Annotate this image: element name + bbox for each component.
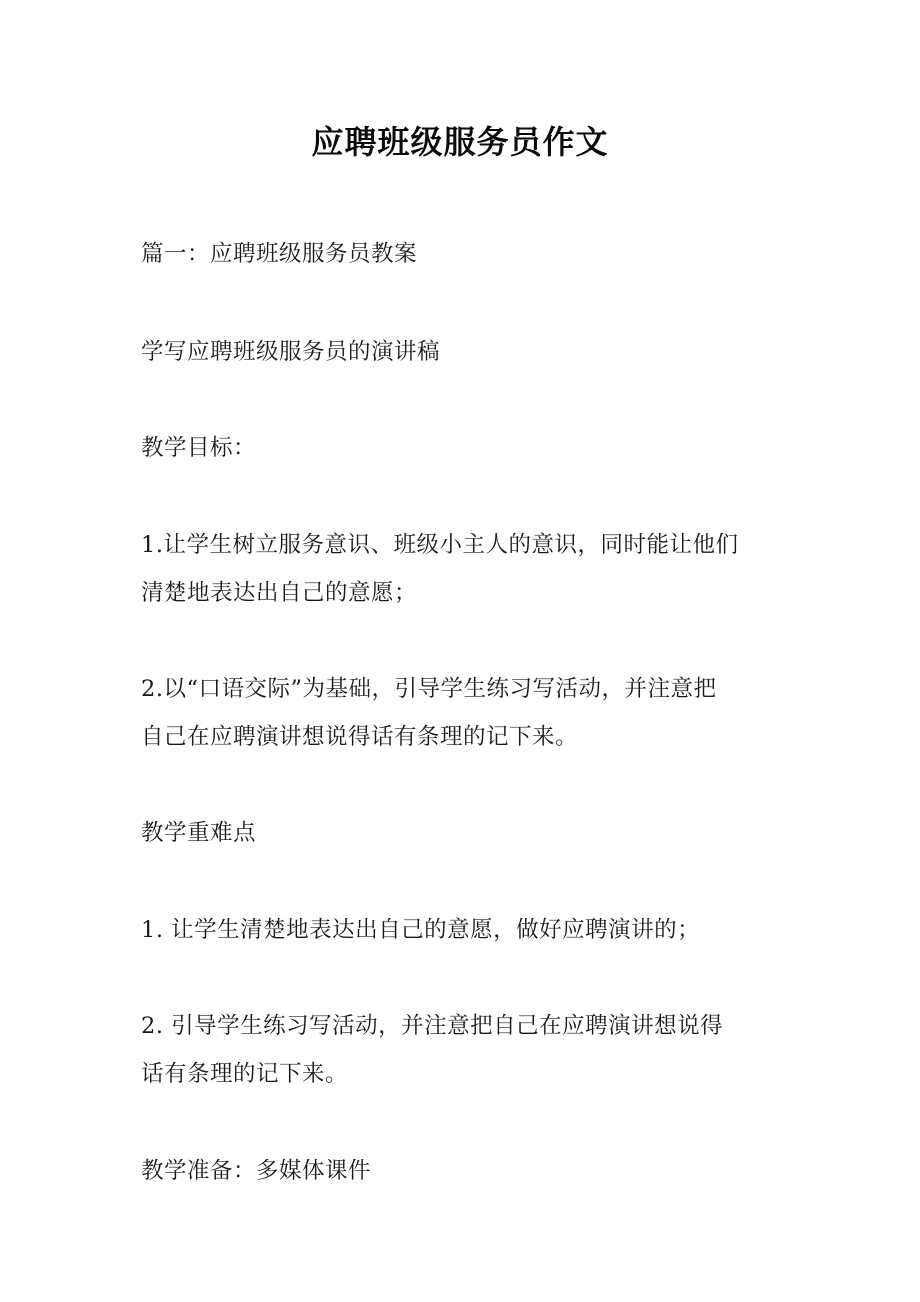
difficulty-2-paragraph <box>141 1002 791 1098</box>
goal-2-line-2: 自己在应聘演讲想说得话有条理的记下来。 <box>141 724 579 750</box>
preparation-paragraph: 教学准备：多媒体课件 <box>141 1158 372 1184</box>
goals-heading: 教学目标： <box>141 435 257 461</box>
goal-2-paragraph <box>141 665 791 761</box>
difficulty-2-line-1: 2. 引导学生练习写活动，并注意把自己在应聘演讲想说得 <box>141 1013 724 1039</box>
difficulty-heading: 教学重难点 <box>141 820 257 846</box>
goal-2-line-1: 2.以“口语交际”为基础，引导学生练习写活动，并注意把 <box>141 676 717 702</box>
goal-1-paragraph <box>141 521 791 617</box>
section-heading: 篇一：应聘班级服务员教案 <box>141 241 418 267</box>
document-title: 应聘班级服务员作文 <box>311 123 609 161</box>
goal-1-line-1: 1.让学生树立服务意识、班级小主人的意识，同时能让他们 <box>141 532 739 558</box>
subtitle-paragraph: 学写应聘班级服务员的演讲稿 <box>141 339 441 365</box>
difficulty-2-line-2: 话有条理的记下来。 <box>141 1061 349 1087</box>
difficulty-1-paragraph: 1. 让学生清楚地表达出自己的意愿，做好应聘演讲的； <box>141 917 701 943</box>
goal-1-line-2: 清楚地表达出自己的意愿； <box>141 580 418 606</box>
